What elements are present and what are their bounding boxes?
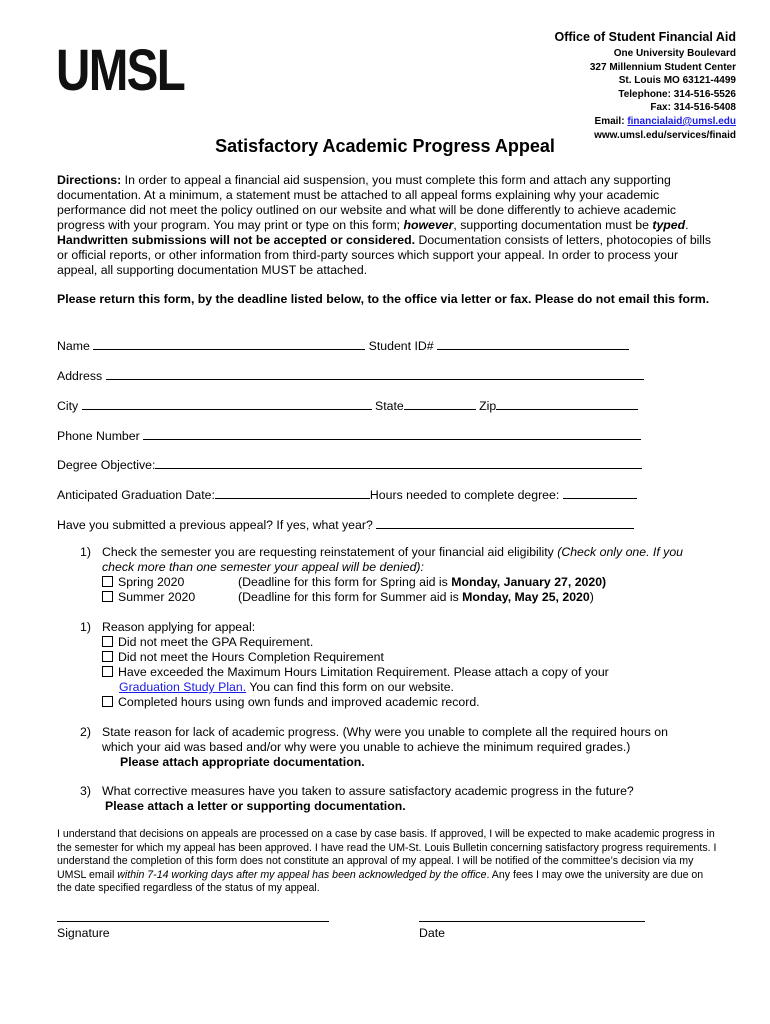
zip-label: Zip [479, 399, 497, 413]
reason-option-gpa [102, 635, 313, 650]
own-funds-checkbox[interactable] [102, 696, 113, 707]
grad-date-label: Anticipated Graduation Date: [57, 488, 215, 502]
name-row [57, 337, 629, 354]
spring-deadline-pre: (Deadline for this form for Spring aid is [238, 575, 452, 589]
office-title: Office of Student Financial Aid [554, 30, 736, 44]
gpa-label: Did not meet the GPA Requirement. [118, 635, 314, 649]
summer-deadline-pre: (Deadline for this form for Summer aid is [238, 590, 463, 604]
office-city: St. Louis MO 63121-4499 [618, 75, 736, 87]
date-line[interactable] [419, 921, 645, 922]
directions-typed: typed [652, 218, 686, 232]
address-input-line[interactable] [106, 367, 644, 380]
q4-number: 3) [80, 784, 91, 798]
office-email-line [555, 115, 737, 129]
previous-appeal-input-line[interactable] [376, 516, 634, 529]
directions-handwritten: Handwritten submissions will not be accepted or considered. [57, 233, 416, 247]
signature-label: Signature [57, 926, 110, 940]
office-telephone: Telephone: 314-516-5526 [618, 88, 736, 100]
directions-label: Directions: [57, 173, 122, 187]
hours-needed-input-line[interactable] [563, 486, 637, 499]
state-label: State [375, 399, 404, 413]
name-label: Name [57, 339, 90, 353]
directions-text-2: , supporting documentation must be [453, 218, 653, 232]
reason-option-max-hours [102, 665, 609, 680]
q4-text: What corrective measures have you taken to assure satisfactory academic progress in the future? [102, 784, 634, 798]
hours-completion-label: Did not meet the Hours Completion Requirement [118, 650, 384, 664]
spring-2020-label: Spring 2020 [118, 575, 185, 589]
signature-line[interactable] [57, 921, 329, 922]
own-funds-label: Completed hours using own funds and improved academic record. [118, 695, 480, 709]
q3-number: 2) [80, 725, 91, 739]
q1-number: 1) [80, 545, 91, 559]
spring-deadline [238, 575, 606, 590]
agreement-text-1: I understand that decisions on appeals are processed on a case by case basis. If approved, I will be expected to make academic progress in the semester for which my appeal has been approved. I have read the UM-St. Louis Bulletin concerning satisfactory progress requirements. I understand the completion of this form does not constitute an approval of my appeal. I will be notified of the committee’s decision via my UMSL email [57, 828, 717, 881]
agreement-text-2: . Any fees I may owe the university are due on the date specified regardless of the status of my appeal. [57, 868, 704, 894]
max-hours-continuation [119, 680, 454, 695]
reason-option-own-funds [102, 695, 480, 710]
student-id-input-line[interactable] [437, 337, 629, 350]
summer-deadline-date: Monday, May 25, 2020 [462, 590, 590, 604]
agreement-italic: within 7-14 working days after my appeal has been acknowledged by the office [117, 868, 487, 881]
previous-appeal-row [57, 516, 634, 533]
summer-2020-checkbox[interactable] [102, 591, 113, 602]
address-row [57, 367, 644, 384]
zip-input-line[interactable] [496, 397, 638, 410]
office-address2: 327 Millennium Student Center [589, 61, 736, 73]
degree-input-line[interactable] [155, 456, 642, 469]
directions-paragraph [57, 173, 717, 278]
max-hours-label: Have exceeded the Maximum Hours Limitation Requirement. Please attach a copy of your [118, 665, 609, 679]
summer-deadline-post: ) [589, 590, 594, 604]
city-label: City [57, 399, 79, 413]
city-input-line[interactable] [82, 397, 372, 410]
previous-appeal-label: Have you submitted a previous appeal? If yes, what year? [57, 518, 373, 532]
date-label: Date [419, 926, 445, 940]
hours-completion-checkbox[interactable] [102, 651, 113, 662]
q4-note: Please attach a letter or supporting documentation. [105, 799, 406, 813]
phone-label: Phone Number [57, 429, 140, 443]
directions-text-4: Documentation consists of letters, photocopies of bills or official reports, or other information from third-party sources which support your appeal. In order to process your appeal, all supporting documentation MUST be attached. [57, 233, 712, 277]
office-address1: One University Boulevard [613, 48, 736, 59]
student-id-label: Student ID# [368, 339, 434, 353]
office-contact-block [555, 30, 737, 142]
spring-deadline-date: Monday, January 27, 2020) [451, 575, 607, 589]
office-fax: Fax: 314-516-5408 [650, 102, 736, 114]
page-title: Satisfactory Academic Progress Appeal [215, 136, 555, 156]
hours-needed-label: Hours needed to complete degree: [369, 488, 560, 502]
agreement-paragraph [57, 828, 717, 896]
summer-2020-label: Summer 2020 [118, 590, 196, 604]
office-email-label: Email: [594, 115, 628, 127]
phone-row [57, 427, 641, 444]
max-hours-checkbox[interactable] [102, 666, 113, 677]
grad-date-row [57, 486, 637, 503]
semester-option-summer [102, 590, 195, 605]
reason-option-hours-completion [102, 650, 384, 665]
grad-date-input-line[interactable] [215, 486, 370, 499]
summer-deadline [238, 590, 594, 605]
max-hours-website-note: You can find this form on our website. [246, 680, 454, 694]
q1-text [102, 545, 702, 575]
spring-2020-checkbox[interactable] [102, 576, 113, 587]
q2-text: Reason applying for appeal: [102, 620, 256, 634]
q3-note: Please attach appropriate documentation. [120, 755, 365, 769]
return-notice: Please return this form, by the deadline listed below, to the office via letter or fax. Please do not email this form. [57, 292, 710, 306]
directions-however: however [403, 218, 454, 232]
graduation-study-plan-link[interactable]: Graduation Study Plan. [119, 680, 247, 694]
semester-option-spring [102, 575, 184, 590]
phone-input-line[interactable] [143, 427, 641, 440]
q1-text-main: Check the semester you are requesting reinstatement of your financial aid eligibility [102, 545, 558, 559]
name-input-line[interactable] [93, 337, 365, 350]
office-website: www.umsl.edu/services/finaid [594, 129, 736, 141]
directions-text-3: . [685, 218, 689, 232]
directions-text-1: In order to appeal a financial aid suspension, you must complete this form and attach any supporting documentation. At a minimum, a statement must be attached to all appeal forms explaining why your academic performance did not meet the policy outlined on our website and what will be done differently to achieve academic progress with your program. You may print or type on this form; [57, 173, 677, 232]
q2-number: 1) [80, 620, 91, 634]
office-email-link[interactable]: financialaid@umsl.edu [627, 115, 736, 127]
umsl-logo: UMSL [56, 38, 185, 103]
city-row [57, 397, 638, 414]
degree-row [57, 456, 642, 473]
degree-label: Degree Objective: [57, 458, 156, 472]
state-input-line[interactable] [404, 397, 476, 410]
q1-text-italic: (Check only one. If you check more than one semester your appeal will be denied): [102, 545, 684, 574]
q3-text: State reason for lack of academic progress. (Why were you unable to complete all the required hours on which your aid was based and/or why were you unable to achieve the minimum required grades.) [102, 725, 668, 754]
gpa-checkbox[interactable] [102, 636, 113, 647]
address-label: Address [57, 369, 103, 383]
